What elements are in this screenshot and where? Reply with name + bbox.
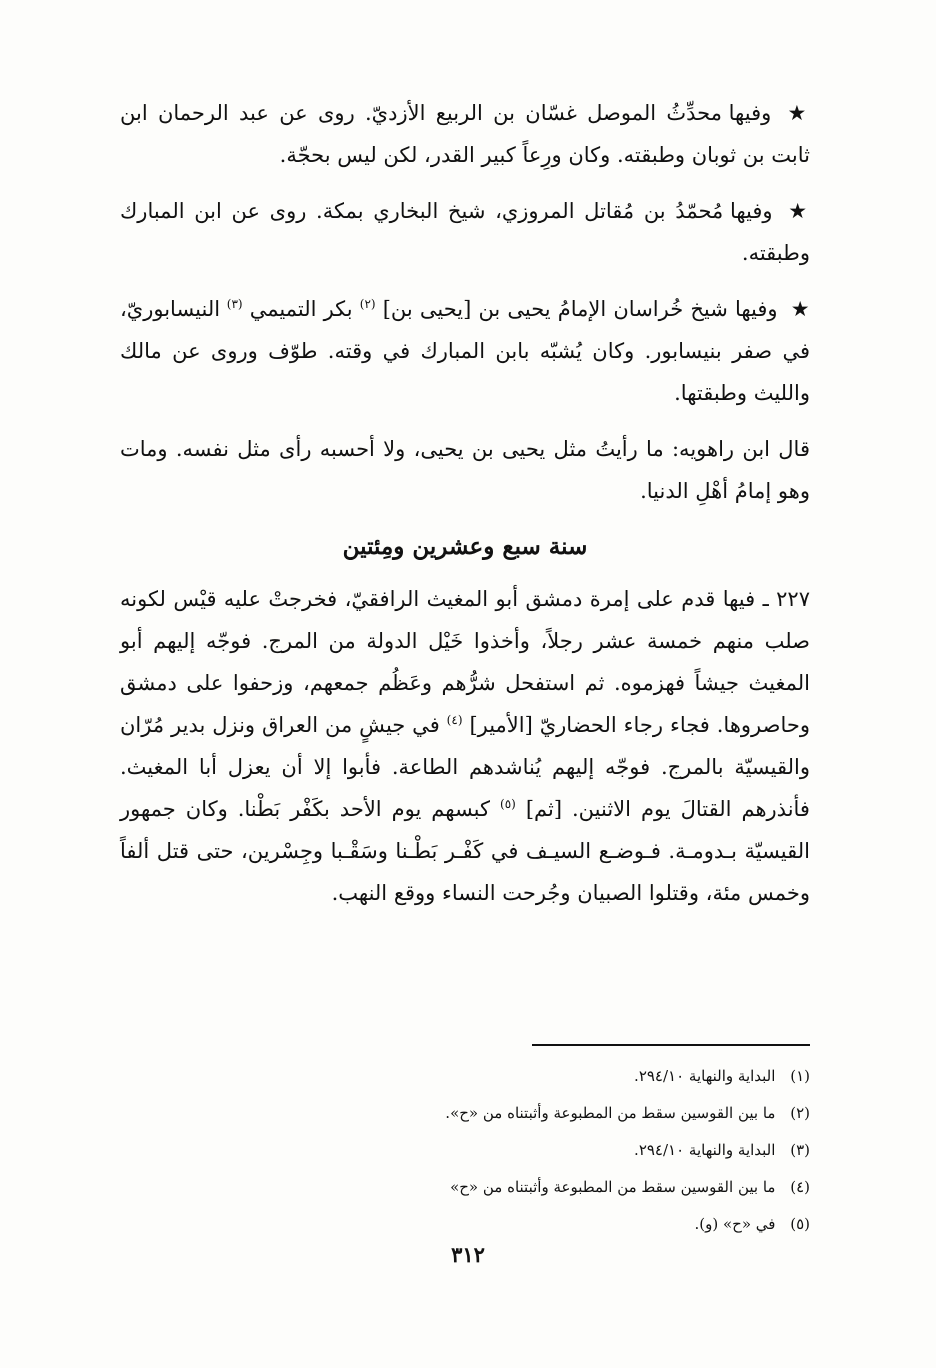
footnote-item bbox=[120, 1169, 810, 1206]
footnote-number: (٣) bbox=[790, 1141, 810, 1159]
paragraph-ghassan bbox=[120, 92, 810, 176]
star-bullet: ★ bbox=[790, 297, 810, 321]
paragraph-text: وفيها مُحمّدُ بن مُقاتل المروزي، شيخ البخاري بمكة. روى عن ابن المبارك وطبقته. bbox=[120, 199, 810, 265]
entry-227 bbox=[120, 578, 810, 914]
footnote-number: (٤) bbox=[790, 1178, 810, 1196]
footnote-ref-5: (٥) bbox=[500, 797, 516, 811]
footnote-ref-4: (٤) bbox=[446, 713, 463, 727]
footnote-text: ما بين القوسين سقط من المطبوعة وأثبتناه من «ح» bbox=[450, 1178, 776, 1196]
paragraph-muhammad-bin-muqatil bbox=[120, 190, 810, 274]
footnote-number: (٥) bbox=[790, 1215, 810, 1233]
section-title: سنة سبع وعشرين ومِئتين bbox=[342, 533, 588, 560]
footnote-text: البداية والنهاية ٢٩٤/١٠. bbox=[634, 1141, 776, 1159]
entry-text: في جيشٍ من العراق ونزل بدير مُرّان والقيسيّة بالمرج. فوجّه إليهم يُناشدهم الطاعة. فأبوا إلا أن يعزل أبا المغيث. فأنذرهم القتالَ يوم الاثنين. [ثم] bbox=[120, 713, 810, 821]
footnote-separator bbox=[532, 1044, 810, 1046]
paragraph-text: قال ابن راهويه: ما رأيتُ مثل يحيى بن يحيى، ولا أحسبه رأى مثل نفسه. ومات وهو إمامُ أهْلِ الدنيا. bbox=[120, 437, 810, 503]
paragraph-text: بكر التميمي bbox=[249, 297, 353, 321]
paragraph-ibn-rahawayh bbox=[120, 428, 810, 512]
footnote-item bbox=[120, 1058, 810, 1095]
paragraph-text: وفيها شيخ خُراسان الإمامُ يحيى بن [يحيى بن] bbox=[382, 297, 778, 321]
paragraph-text: وفيها محدِّثُ الموصل غسّان بن الربيع الأزديّ. روى عن عبد الرحمان ابن ثابت بن ثوبان وطبقته. وكان ورِعاً كبير القدر، لكن ليس بحجّة. bbox=[120, 101, 810, 167]
footnote-number: (١) bbox=[790, 1067, 810, 1085]
entry-text: ٢٢٧ ـ فيها قدم على إمرة دمشق أبو المغيث الرافقيّ، فخرجتْ عليه قيْس لكونه صلب منهم خمسة عشر رجلاً، وأخذوا خَيْل الدولة من المرج. فوجّه إليهم أبو المغيث جيشاً فهزموه. ثم استفحل شرُّهم وعَظُم جمعهم، وزحفوا على دمشق وحاصروها. فجاء رجاء الحضاريّ [الأمير] bbox=[120, 587, 810, 737]
footnote-item bbox=[120, 1206, 810, 1243]
footnote-item bbox=[120, 1132, 810, 1169]
footnote-text: البداية والنهاية ٢٩٤/١٠. bbox=[634, 1067, 776, 1085]
star-bullet: ★ bbox=[787, 101, 810, 125]
star-bullet: ★ bbox=[788, 199, 810, 223]
main-text bbox=[120, 92, 810, 928]
footnote-number: (٢) bbox=[790, 1104, 810, 1122]
footnote-item bbox=[120, 1095, 810, 1132]
footnote-text: ما بين القوسين سقط من المطبوعة وأثبتناه من «ح». bbox=[445, 1104, 776, 1122]
paragraph-text: النيسابوريّ، في صفر بنيسابور. وكان يُشبّه بابن المبارك في وقته. طوّف وروى عن مالك والليث وطبقتها. bbox=[120, 297, 810, 405]
paragraph-yahya-bin-yahya bbox=[120, 288, 810, 414]
footnote-ref-2: (٢) bbox=[359, 297, 376, 311]
footnote-ref-3: (٣) bbox=[226, 297, 243, 311]
entry-text: كبسهم يوم الأحد بكَفْر بَطْنا. وكان جمهور القيسيّة بـدومـة. فـوضـع السيـف في كَفْـر بَطْـنا وسَقْـبا وجِسْرين، حتى قتل ألفاً وخمس مئة، وقتلوا الصبيان وجُرحت النساء ووقع النهب. bbox=[120, 797, 810, 905]
footnotes bbox=[120, 1058, 810, 1243]
footnote-text: في «ح» (و). bbox=[694, 1215, 776, 1233]
page-number: ٣١٢ bbox=[451, 1242, 485, 1267]
